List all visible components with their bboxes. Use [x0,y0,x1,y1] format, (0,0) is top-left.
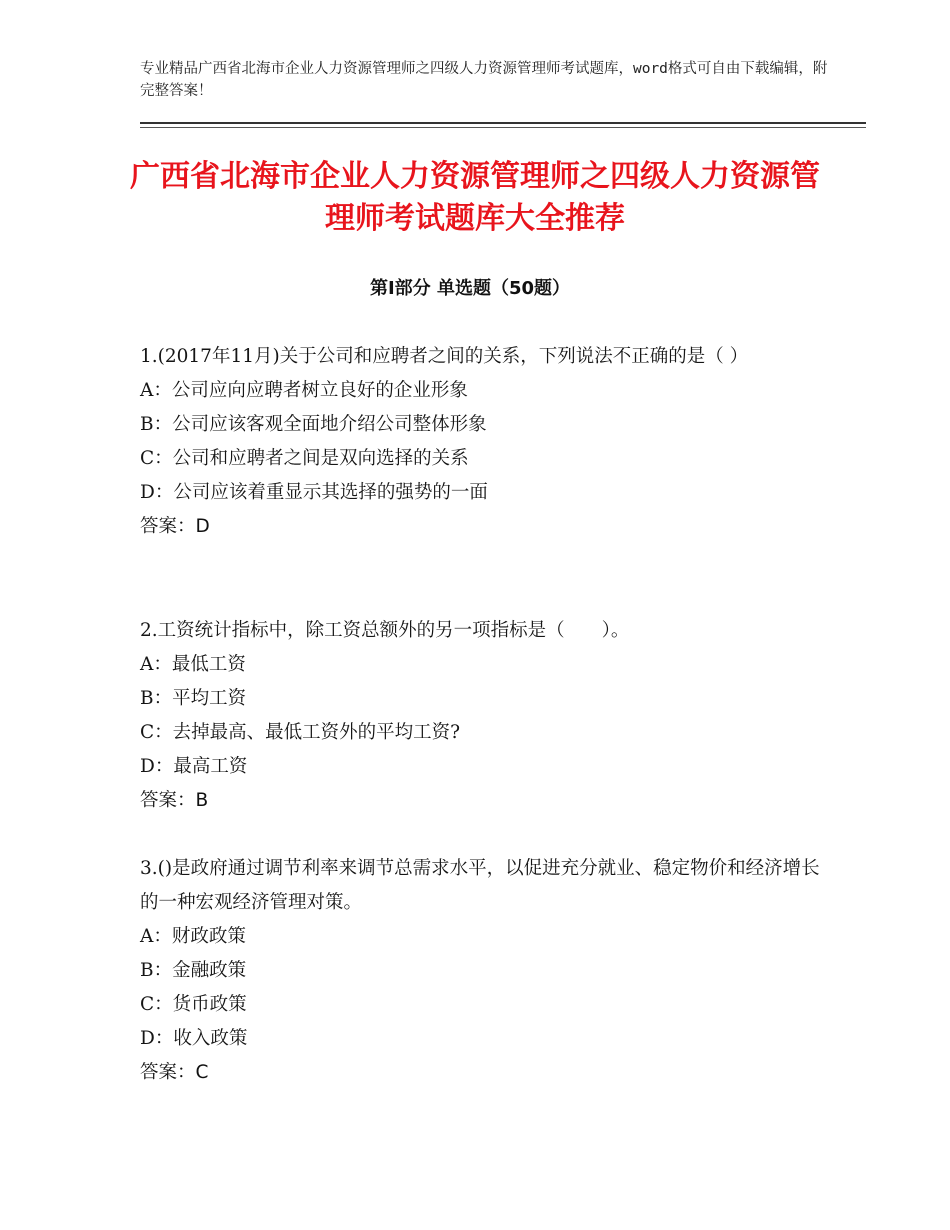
option-a: A：公司应向应聘者树立良好的企业形象 [140,380,468,401]
option-b: B：金融政策 [140,960,247,981]
answer: 答案：C [140,1062,209,1083]
option-a: A：财政政策 [140,926,246,947]
question-stem: 1.(2017年11月)关于公司和应聘者之间的关系，下列说法不正确的是（ ） [140,346,749,367]
question-stem: 3.()是政府通过调节利率来调节总需求水平，以促进充分就业、稳定物价和经济增长的一种宏观经济管理对策。 [140,858,820,913]
option-b: B：公司应该客观全面地介绍公司整体形象 [140,414,487,435]
header-rule-thin [140,127,866,128]
option-d: D：收入政策 [140,1028,248,1049]
question-3 [140,852,820,1090]
question-1 [140,340,820,544]
option-d: D：最高工资 [140,756,248,777]
question-2 [140,614,820,818]
answer: 答案：D [140,516,210,537]
document-title: 广西省北海市企业人力资源管理师之四级人力资源管理师考试题库大全推荐 [130,159,820,236]
option-c: C：公司和应聘者之间是双向选择的关系 [140,448,469,469]
option-d: D：公司应该着重显示其选择的强势的一面 [140,482,488,503]
question-stem: 2.工资统计指标中，除工资总额外的另一项指标是（ ）。 [140,620,630,641]
option-c: C：货币政策 [140,994,247,1015]
option-c: C：去掉最高、最低工资外的平均工资? [140,722,461,743]
section-heading: 第I部分 单选题（50题） [369,278,570,299]
header-rule-thick [140,122,866,124]
option-a: A：最低工资 [140,654,246,675]
header-note: 专业精品广西省北海市企业人力资源管理师之四级人力资源管理师考试题库，word格式可自由下载编辑，附完整答案！ [140,61,828,99]
option-b: B：平均工资 [140,688,247,709]
answer: 答案：B [140,790,209,811]
